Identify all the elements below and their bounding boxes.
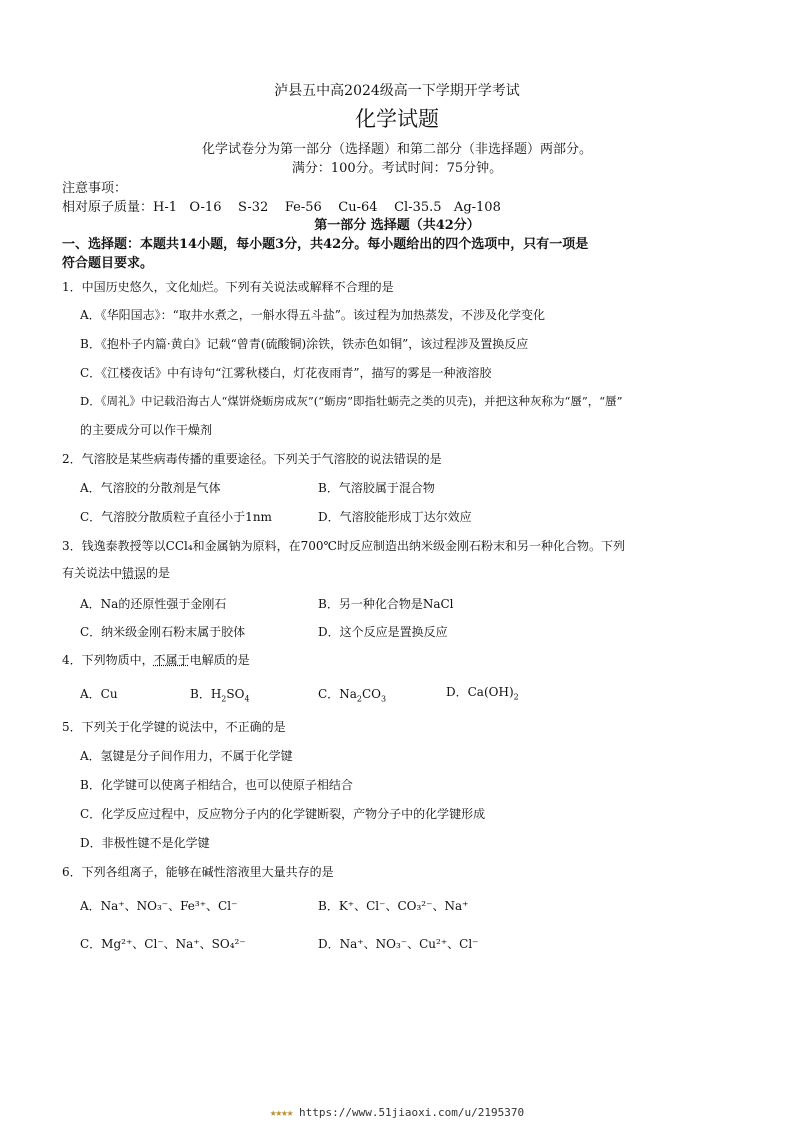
footer-watermark: [0, 1106, 794, 1119]
q4-stem: [62, 651, 250, 668]
q1-option-d-line2: 的主要成分可以作干燥剂: [80, 423, 213, 437]
q2-option-a: A．气溶胶的分散剂是气体: [80, 481, 221, 495]
q4-c-sub2: 3: [380, 694, 387, 704]
q3-stem-pre: 有关说法中: [62, 566, 123, 580]
q3-option-d: D．这个反应是置换反应: [318, 625, 448, 639]
part1-instruction-2: 符合题目要求。: [62, 256, 154, 271]
intro-line-2: 满分：100分。考试时间：75分钟。: [291, 161, 503, 176]
q1-stem: 1．中国历史悠久，文化灿烂。下列有关说法或解释不合理的是: [62, 280, 394, 294]
q4-stem-pre: 4．下列物质中，: [62, 653, 154, 667]
q4-option-c-label: C．: [318, 687, 340, 701]
q5-stem: 5．下列关于化学键的说法中，不正确的是: [62, 720, 286, 734]
q4-d-sub: 2: [513, 692, 519, 702]
q4-b-formula-so: SO: [226, 687, 245, 701]
q3-stem-post: 的是: [146, 566, 171, 580]
q6-option-a: A．Na⁺、NO₃⁻、Fe³⁺、Cl⁻: [80, 899, 238, 913]
q6-option-c: C．Mg²⁺、Cl⁻、Na⁺、SO₄²⁻: [80, 937, 246, 951]
q4-option-c: [318, 685, 386, 703]
q1-option-a: A．《华阳国志》：“取井水煮之，一斛水得五斗盐”。该过程为加热蒸发，不涉及化学变化: [80, 308, 545, 322]
q4-b-formula-h: H: [210, 687, 222, 701]
q5-option-a: A．氢键是分子间作用力，不属于化学键: [80, 749, 293, 763]
q1-option-d-line1: D．《周礼》中记载沿海古人“煤饼烧蛎房成灰”(“蛎房”即指牡蛎壳之类的贝壳)，并把这种灰称为“蜃”，“蜃”: [80, 394, 623, 408]
q2-option-c: C．气溶胶分散质粒子直径小于1nm: [80, 510, 272, 524]
footer-stars-icon: ★★★★: [269, 1106, 293, 1119]
q4-option-b: [190, 685, 250, 703]
part1-title: 第一部分 选择题（共42分）: [314, 218, 480, 233]
q5-option-c: C．化学反应过程中，反应物分子内的化学键断裂，产物分子中的化学键形成: [80, 807, 486, 821]
q3-stem-line2: [62, 564, 170, 581]
q2-stem: 2．气溶胶是某些病毒传播的重要途径。下列关于气溶胶的说法错误的是: [62, 452, 442, 466]
q6-option-d: D．Na⁺、NO₃⁻、Cu²⁺、Cl⁻: [318, 937, 479, 951]
q4-d-formula: Ca(OH): [467, 685, 514, 699]
q3-option-c: C．纳米级金刚石粉末属于胶体: [80, 625, 246, 639]
footer-url: https://www.51jiaoxi.com/u/2195370: [298, 1106, 525, 1119]
q6-option-b: B．K⁺、Cl⁻、CO₃²⁻、Na⁺: [318, 899, 469, 913]
q4-stem-post: 电解质的是: [189, 653, 250, 667]
q3-stem-emphasis: 错误: [122, 566, 147, 580]
exam-header: 泸县五中高2024级高一下学期开学考试: [274, 83, 520, 99]
atomic-masses: 相对原子质量：H-1 O-16 S-32 Fe-56 Cu-64 Cl-35.5 Ag-108: [62, 200, 501, 215]
q4-b-sub1: 2: [221, 694, 227, 704]
q4-option-b-label: B．: [190, 687, 211, 701]
q4-c-formula-na: Na: [339, 687, 357, 701]
q4-stem-emphasis: 不属于: [153, 653, 190, 667]
q3-stem-line1: 3．钱逸泰教授等以CCl₄和金属钠为原料，在700℃时反应制造出纳米级金刚石粉末和另一种化合物。下列: [62, 539, 625, 553]
q3-option-a: A．Na的还原性强于金刚石: [80, 597, 227, 611]
notice-heading: 注意事项：: [62, 181, 128, 196]
intro-line-1: 化学试卷分为第一部分（选择题）和第二部分（非选择题）两部分。: [201, 142, 592, 157]
q4-c-formula-co: CO: [361, 687, 381, 701]
q1-option-b: B．《抱朴子内篇·黄白》记载“曾青(硫酸铜)涂铁，铁赤色如铜”，该过程涉及置换反应: [80, 337, 529, 351]
q4-c-sub1: 2: [356, 694, 362, 704]
q3-option-b: B．另一种化合物是NaCl: [318, 597, 454, 611]
q2-option-b: B．气溶胶属于混合物: [318, 481, 435, 495]
q2-option-d: D．气溶胶能形成丁达尔效应: [318, 510, 472, 524]
q5-option-d: D．非极性键不是化学键: [80, 836, 210, 850]
q4-option-d-label: D．: [446, 685, 468, 699]
q6-stem: 6．下列各组离子，能够在碱性溶液里大量共存的是: [62, 865, 334, 879]
q4-option-d: [446, 683, 519, 701]
q5-option-b: B．化学键可以使离子相结合，也可以使原子相结合: [80, 778, 353, 792]
q4-option-a: A．Cu: [80, 687, 118, 701]
part1-instruction-1: 一、选择题：本题共14小题，每小题3分，共42分。每小题给出的四个选项中，只有一项是: [62, 237, 589, 252]
q4-b-sub2: 4: [244, 694, 250, 704]
q1-option-c: C．《江楼夜话》中有诗句“江雾秋楼白，灯花夜雨青”，描写的雾是一种液溶胶: [80, 366, 492, 380]
subject-title: 化学试题: [355, 107, 439, 131]
